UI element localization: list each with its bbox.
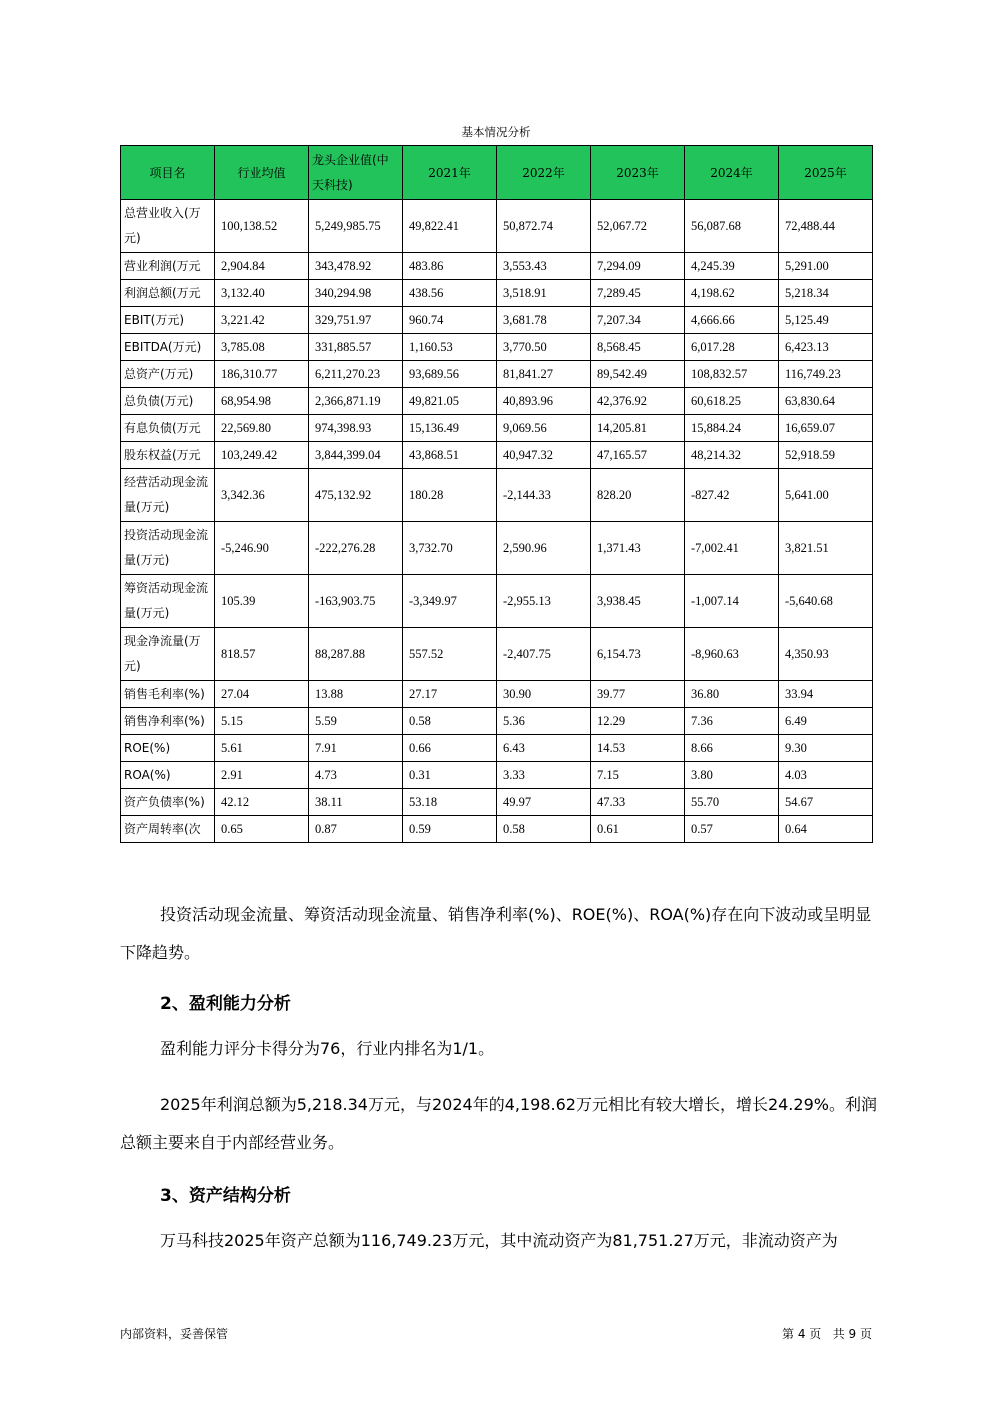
table-cell: 4,198.62 (685, 280, 779, 307)
table-cell: -2,955.13 (497, 575, 591, 628)
column-header: 2021年 (403, 146, 497, 200)
table-cell: 49,822.41 (403, 200, 497, 253)
table-row (121, 415, 873, 442)
table-cell: 7.15 (591, 762, 685, 789)
row-label: EBIT(万元) (121, 307, 215, 334)
table-cell: 88,287.88 (309, 628, 403, 681)
table-cell: 974,398.93 (309, 415, 403, 442)
table-cell: 438.56 (403, 280, 497, 307)
table-cell: 6.49 (779, 708, 873, 735)
table-cell: 3,821.51 (779, 522, 873, 575)
table-cell: 331,885.57 (309, 334, 403, 361)
table-header-row (121, 146, 873, 200)
table-cell: 15,884.24 (685, 415, 779, 442)
table-cell: 2,590.96 (497, 522, 591, 575)
table-cell: 5,641.00 (779, 469, 873, 522)
table-cell: 6,154.73 (591, 628, 685, 681)
table-row (121, 575, 873, 628)
table-cell: -2,407.75 (497, 628, 591, 681)
table-row (121, 442, 873, 469)
table-cell: 4,245.39 (685, 253, 779, 280)
table-cell: 48,214.32 (685, 442, 779, 469)
table-row (121, 388, 873, 415)
table-cell: 3,342.36 (215, 469, 309, 522)
row-label: 现金净流量(万元) (121, 628, 215, 681)
row-label: 股东权益(万元 (121, 442, 215, 469)
row-label: 筹资活动现金流量(万元) (121, 575, 215, 628)
table-cell: 47.33 (591, 789, 685, 816)
table-cell: 60,618.25 (685, 388, 779, 415)
table-cell: 3,938.45 (591, 575, 685, 628)
table-cell: 557.52 (403, 628, 497, 681)
table-cell: 3,681.78 (497, 307, 591, 334)
table-cell: -827.42 (685, 469, 779, 522)
table-cell: 93,689.56 (403, 361, 497, 388)
table-cell: 49,821.05 (403, 388, 497, 415)
column-header: 2022年 (497, 146, 591, 200)
table-row (121, 789, 873, 816)
row-label: 利润总额(万元 (121, 280, 215, 307)
table-cell: 6.43 (497, 735, 591, 762)
column-header: 行业均值 (215, 146, 309, 200)
table-cell: 103,249.42 (215, 442, 309, 469)
table-cell: 50,872.74 (497, 200, 591, 253)
table-cell: -1,007.14 (685, 575, 779, 628)
table-cell: 5,125.49 (779, 307, 873, 334)
table-cell: -5,640.68 (779, 575, 873, 628)
table-cell: 3,785.08 (215, 334, 309, 361)
table-cell: 0.87 (309, 816, 403, 843)
table-cell: 39.77 (591, 681, 685, 708)
table-cell: 53.18 (403, 789, 497, 816)
table-row (121, 361, 873, 388)
row-label: 营业利润(万元 (121, 253, 215, 280)
table-cell: 9,069.56 (497, 415, 591, 442)
table-cell: 483.86 (403, 253, 497, 280)
asset-structure-paragraph: 万马科技2025年资产总额为116,749.23万元，其中流动资产为81,751.27万元，非流动资产为 (160, 1231, 838, 1250)
table-caption: 基本情况分析 (461, 125, 531, 139)
table-cell: 3,221.42 (215, 307, 309, 334)
row-label: 销售净利率(%) (121, 708, 215, 735)
row-label: 总营业收入(万元) (121, 200, 215, 253)
column-header: 龙头企业值(中天科技) (309, 146, 403, 200)
table-cell: -3,349.97 (403, 575, 497, 628)
table-cell: 47,165.57 (591, 442, 685, 469)
table-cell: 6,423.13 (779, 334, 873, 361)
table-body (121, 200, 873, 843)
table-cell: 7.91 (309, 735, 403, 762)
table-cell: -163,903.75 (309, 575, 403, 628)
table-cell: 100,138.52 (215, 200, 309, 253)
table-cell: 6,211,270.23 (309, 361, 403, 388)
table-cell: 5.61 (215, 735, 309, 762)
table-cell: 0.64 (779, 816, 873, 843)
table-cell: 4.73 (309, 762, 403, 789)
table-cell: 5.36 (497, 708, 591, 735)
table-row (121, 681, 873, 708)
table-cell: -5,246.90 (215, 522, 309, 575)
table-cell: 49.97 (497, 789, 591, 816)
table-cell: 960.74 (403, 307, 497, 334)
table-cell: 7,207.34 (591, 307, 685, 334)
table-cell: 27.17 (403, 681, 497, 708)
table-cell: 0.61 (591, 816, 685, 843)
table-cell: 2,904.84 (215, 253, 309, 280)
table-cell: 4,666.66 (685, 307, 779, 334)
table-cell: 16,659.07 (779, 415, 873, 442)
row-label: 投资活动现金流量(万元) (121, 522, 215, 575)
table-row (121, 708, 873, 735)
row-label: 销售毛利率(%) (121, 681, 215, 708)
table-cell: -8,960.63 (685, 628, 779, 681)
table-cell: 3,844,399.04 (309, 442, 403, 469)
table-cell: 0.59 (403, 816, 497, 843)
table-row (121, 522, 873, 575)
column-header: 2023年 (591, 146, 685, 200)
table-cell: 36.80 (685, 681, 779, 708)
table-cell: 9.30 (779, 735, 873, 762)
table-cell: 55.70 (685, 789, 779, 816)
table-cell: -222,276.28 (309, 522, 403, 575)
table-cell: 4.03 (779, 762, 873, 789)
table-cell: 0.58 (497, 816, 591, 843)
table-cell: 1,371.43 (591, 522, 685, 575)
table-cell: 12.29 (591, 708, 685, 735)
table-cell: 6,017.28 (685, 334, 779, 361)
basic-analysis-table (120, 145, 873, 843)
table-cell: 7,289.45 (591, 280, 685, 307)
table-row (121, 307, 873, 334)
row-label: 经营活动现金流量(万元) (121, 469, 215, 522)
table-cell: 5,249,985.75 (309, 200, 403, 253)
footer-page-number: 第 4 页 共 9 页 (782, 1327, 872, 1341)
table-cell: 108,832.57 (685, 361, 779, 388)
table-cell: 3,518.91 (497, 280, 591, 307)
row-label: 总负债(万元) (121, 388, 215, 415)
table-row (121, 762, 873, 789)
profit-score-paragraph: 盈利能力评分卡得分为76，行业内排名为1/1。 (160, 1039, 495, 1058)
table-cell: 180.28 (403, 469, 497, 522)
table-cell: 54.67 (779, 789, 873, 816)
table-cell: 42,376.92 (591, 388, 685, 415)
table-cell: 2.91 (215, 762, 309, 789)
section-heading-profitability: 2、盈利能力分析 (160, 994, 291, 1014)
table-row (121, 253, 873, 280)
table-cell: 40,893.96 (497, 388, 591, 415)
table-row (121, 735, 873, 762)
table-cell: 33.94 (779, 681, 873, 708)
row-label: ROA(%) (121, 762, 215, 789)
table-cell: 343,478.92 (309, 253, 403, 280)
table-cell: 52,067.72 (591, 200, 685, 253)
table-cell: 0.57 (685, 816, 779, 843)
table-cell: 13.88 (309, 681, 403, 708)
column-header: 2024年 (685, 146, 779, 200)
table-cell: 40,947.32 (497, 442, 591, 469)
table-cell: 22,569.80 (215, 415, 309, 442)
table-cell: 3.80 (685, 762, 779, 789)
table-cell: 2,366,871.19 (309, 388, 403, 415)
row-label: 资产周转率(次 (121, 816, 215, 843)
table-cell: 15,136.49 (403, 415, 497, 442)
table-cell: 63,830.64 (779, 388, 873, 415)
table-cell: 38.11 (309, 789, 403, 816)
table-cell: 105.39 (215, 575, 309, 628)
table-cell: 0.66 (403, 735, 497, 762)
table-row (121, 628, 873, 681)
table-cell: 329,751.97 (309, 307, 403, 334)
table-row (121, 280, 873, 307)
table-cell: 52,918.59 (779, 442, 873, 469)
table-cell: 116,749.23 (779, 361, 873, 388)
table-cell: 828.20 (591, 469, 685, 522)
table-cell: 3,732.70 (403, 522, 497, 575)
table-cell: 27.04 (215, 681, 309, 708)
table-cell: 8,568.45 (591, 334, 685, 361)
table-cell: 1,160.53 (403, 334, 497, 361)
table-cell: 56,087.68 (685, 200, 779, 253)
table-cell: 14.53 (591, 735, 685, 762)
row-label: EBITDA(万元) (121, 334, 215, 361)
table-cell: -2,144.33 (497, 469, 591, 522)
table-cell: 5.59 (309, 708, 403, 735)
table-cell: 5,218.34 (779, 280, 873, 307)
profit-detail-paragraph: 2025年利润总额为5,218.34万元，与2024年的4,198.62万元相比有较大增长，增长24.29%。利润总额主要来自于内部经营业务。 (120, 1095, 877, 1152)
table-cell: 5.15 (215, 708, 309, 735)
table-cell: 3,770.50 (497, 334, 591, 361)
table-cell: 72,488.44 (779, 200, 873, 253)
table-cell: 3,132.40 (215, 280, 309, 307)
table-cell: 42.12 (215, 789, 309, 816)
table-cell: 43,868.51 (403, 442, 497, 469)
column-header: 项目名 (121, 146, 215, 200)
table-cell: 7.36 (685, 708, 779, 735)
table-cell: 8.66 (685, 735, 779, 762)
row-label: 有息负债(万元 (121, 415, 215, 442)
table-cell: 4,350.93 (779, 628, 873, 681)
table-row (121, 334, 873, 361)
column-header: 2025年 (779, 146, 873, 200)
trend-paragraph: 投资活动现金流量、筹资活动现金流量、销售净利率(%)、ROE(%)、ROA(%)存在向下波动或呈明显下降趋势。 (120, 905, 872, 962)
row-label: ROE(%) (121, 735, 215, 762)
table-cell: 818.57 (215, 628, 309, 681)
footer-confidential-note: 内部资料，妥善保管 (120, 1327, 229, 1341)
table-cell: 0.31 (403, 762, 497, 789)
table-cell: 0.65 (215, 816, 309, 843)
table-cell: 7,294.09 (591, 253, 685, 280)
table-cell: 5,291.00 (779, 253, 873, 280)
table-cell: 14,205.81 (591, 415, 685, 442)
table-row (121, 200, 873, 253)
table-cell: 30.90 (497, 681, 591, 708)
row-label: 资产负债率(%) (121, 789, 215, 816)
table-cell: 68,954.98 (215, 388, 309, 415)
table-cell: 3.33 (497, 762, 591, 789)
table-cell: 340,294.98 (309, 280, 403, 307)
table-cell: 3,553.43 (497, 253, 591, 280)
table-cell: 0.58 (403, 708, 497, 735)
table-cell: 186,310.77 (215, 361, 309, 388)
table-cell: 475,132.92 (309, 469, 403, 522)
section-heading-asset-structure: 3、资产结构分析 (160, 1186, 291, 1206)
table-row (121, 469, 873, 522)
table-cell: 89,542.49 (591, 361, 685, 388)
table-cell: -7,002.41 (685, 522, 779, 575)
row-label: 总资产(万元) (121, 361, 215, 388)
table-row (121, 816, 873, 843)
table-cell: 81,841.27 (497, 361, 591, 388)
